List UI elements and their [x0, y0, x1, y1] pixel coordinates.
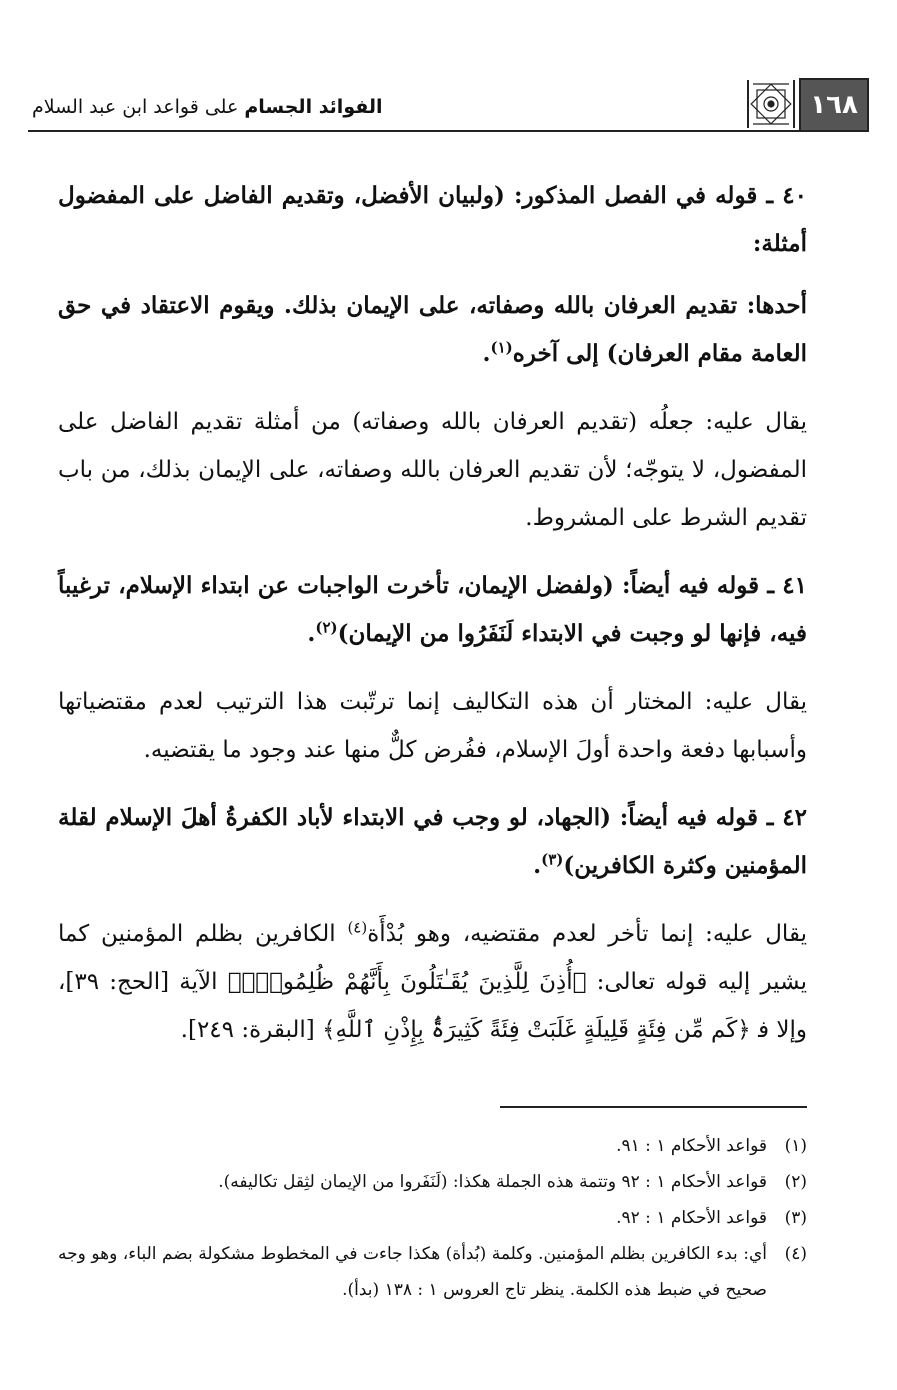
page-number: ١٦٨: [799, 78, 869, 132]
main-text: [58, 172, 807, 1074]
footnote-3: [58, 1200, 807, 1236]
footnote-number: (١): [784, 1136, 807, 1156]
footnote-ref-4: (٤): [347, 918, 368, 937]
header-title-rest: على قواعد ابن عبد السلام: [32, 96, 245, 118]
paragraph-40-response: [58, 398, 807, 542]
footnote-text: أي: بدء الكافرين بظلم المؤمنين. وكلمة (بُدأة) هكذا جاءت في المخطوط مشكولة بضم الباء، وهو وجه صحيح في ضبط هذه الكلمة. ينظر تاج العروس ١ : ١٣٨ (بدأ).: [58, 1244, 767, 1300]
paragraph-42: [58, 794, 807, 890]
paragraph-42-text: ٤٢ ـ قوله فيه أيضاً: (الجهاد، لو وجب في الابتداء لأباد الكفرةُ أهلَ الإسلام لقلة المؤمنين وكثرة الكافرين): [58, 804, 807, 879]
footnote-separator: [500, 1106, 807, 1108]
page-header: [28, 78, 858, 132]
footnote-2: [58, 1164, 807, 1200]
paragraph-40-text: ٤٠ ـ قوله في الفصل المذكور: (ولبيان الأفضل، وتقديم الفاضل على المفضول أمثلة:: [58, 182, 807, 257]
running-header-title: [32, 96, 739, 118]
paragraph-41-response-text: يقال عليه: المختار أن هذه التكاليف إنما ترتّبت هذا الترتيب لعدم مقتضياتها وأسبابها دفعة واحدة أولَ الإسلام، ففُرض كلٌّ منها عند وجود ما يقتضيه.: [58, 689, 807, 763]
footnote-ref-2: (٢): [315, 618, 338, 637]
footnote-text: قواعد الأحكام ١ : ٩٢.: [616, 1208, 767, 1228]
paragraph-42-response: [58, 910, 807, 1054]
period: .: [482, 340, 491, 367]
paragraph-42-response-rest: الكافرين بظلم المؤمنين كما يشير إليه قوله تعالى: ﴿أُذِنَ لِلَّذِينَ يُقَـٰتَلُونَ بِأَنَّهُمْ ظُلِمُوا۟ۚ﴾ الآية [الحج: ٣٩]، وإلا ف‍ ﴿كَم مِّن فِئَةٍ قَلِيلَةٍ غَلَبَتْ فِئَةً كَثِيرَةًۢ بِإِذْنِ ٱللَّهِ﴾ [البقرة: ٢٤٩].: [58, 921, 807, 1043]
footnote-number: (٣): [784, 1208, 807, 1228]
footnote-number: (٤): [784, 1244, 807, 1264]
paragraph-40-examples: [58, 282, 807, 378]
paragraph-40-response-text: يقال عليه: جعلُه (تقديم العرفان بالله وصفاته) من أمثلة تقديم الفاضل على المفضول، لا يتوجّه؛ لأن تقديم العرفان بالله وصفاته، على الإيمان بذلك، من باب تقديم الشرط على المشروط.: [58, 409, 807, 531]
footnote-4: [58, 1236, 807, 1308]
footnote-ref-3: (٣): [541, 850, 564, 869]
paragraph-41: [58, 562, 807, 658]
footnote-text: قواعد الأحكام ١ : ٩٢ وتتمة هذه الجملة هكذا: (لَنَفَروا من الإيمان لثِقل تكاليفه).: [218, 1172, 767, 1192]
paragraph-40: [58, 172, 807, 268]
period: .: [533, 852, 542, 879]
paragraph-41-response: [58, 678, 807, 774]
footnotes: [58, 1128, 807, 1308]
footnote-number: (٢): [784, 1172, 807, 1192]
footnote-1: [58, 1128, 807, 1164]
ornament-icon: [747, 80, 795, 128]
footnote-text: قواعد الأحكام ١ : ٩١.: [616, 1136, 767, 1156]
period: .: [307, 620, 316, 647]
footnote-ref-1: (١): [490, 338, 513, 357]
paragraph-41-text: ٤١ ـ قوله فيه أيضاً: (ولفضل الإيمان، تأخرت الواجبات عن ابتداء الإسلام، ترغيباً فيه، فإنها لو وجبت في الابتداء لَنَفَرُوا من الإيمان): [58, 572, 807, 647]
paragraph-42-response-start: يقال عليه: إنما تأخر لعدم مقتضيه، وهو بُدْأَة: [367, 921, 807, 947]
paragraph-40-examples-text: أحدها: تقديم العرفان بالله وصفاته، على الإيمان بذلك. ويقوم الاعتقاد في حق العامة مقام العرفان) إلى آخره: [58, 292, 807, 367]
header-title-bold: الفوائد الجسام: [244, 96, 383, 118]
